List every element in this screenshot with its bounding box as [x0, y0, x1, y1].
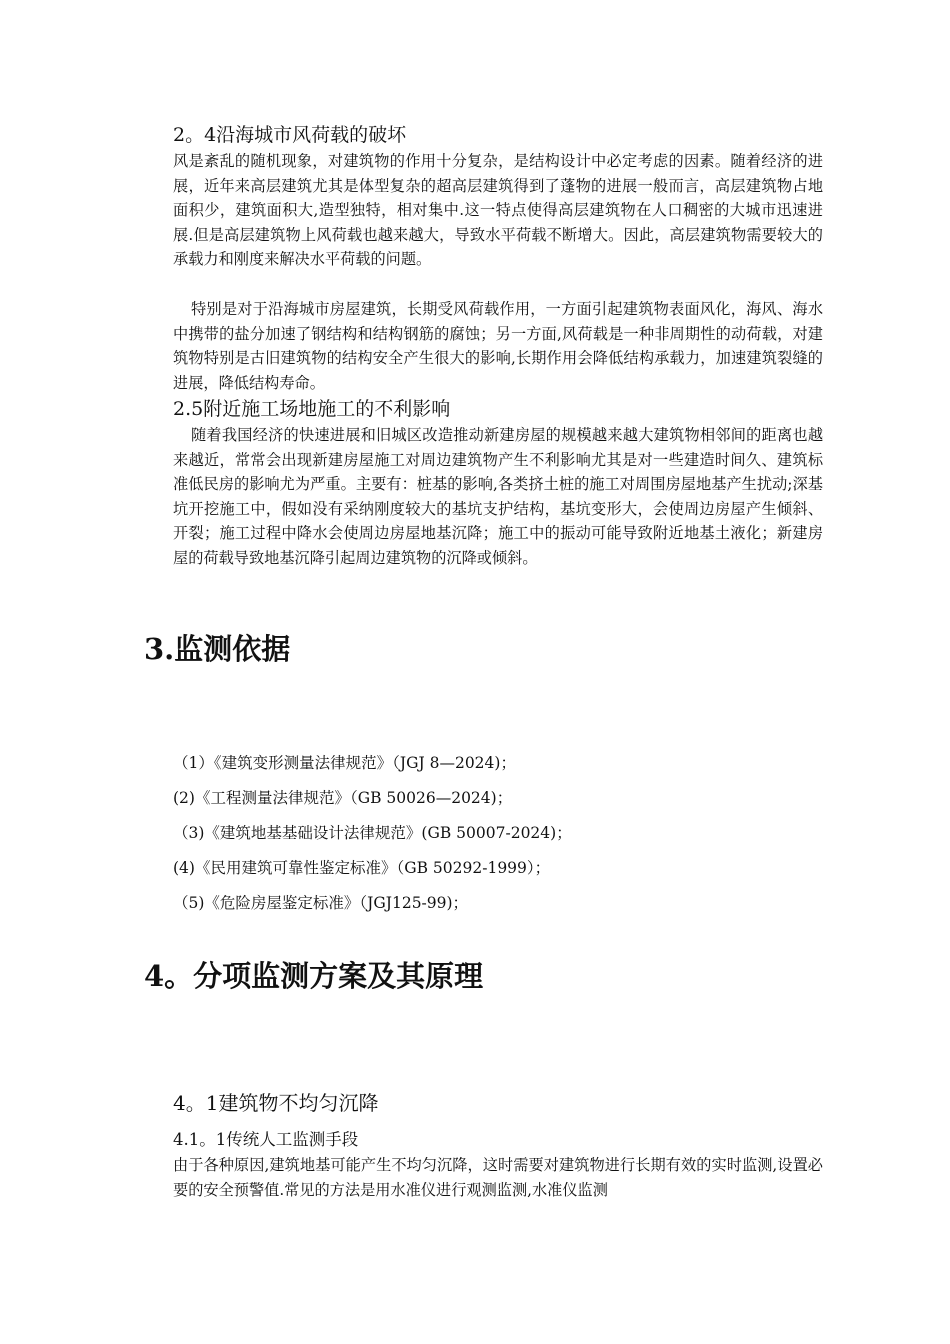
reference-item: （5)《危险房屋鉴定标准》（JGJ125-99)；	[173, 894, 469, 912]
section-4-heading: 4。分项监测方案及其原理	[144, 959, 484, 993]
section-2-5-heading: 2.5附近施工场地施工的不利影响	[173, 398, 451, 420]
section-4-1-1-paragraph-1: 由于各种原因,建筑地基可能产生不均匀沉降，这时需要对建筑物进行长期有效的实时监测,设置必要的安全预警值.常见的方法是用水准仪进行观测监测,水准仪监测	[173, 1156, 823, 1199]
section-4-1-heading: 4。1建筑物不均匀沉降	[173, 1091, 379, 1115]
reference-item: （1）《建筑变形测量法律规范》（JGJ 8—2024)；	[173, 754, 516, 772]
section-2-5-paragraph-1: 随着我国经济的快速进展和旧城区改造推动新建房屋的规模越来越大建筑物相邻间的距离也越来越近，常常会出现新建房屋施工对周边建筑物产生不利影响尤其是对一些建造时间久、建筑标准低民房的影响尤为严重。主要有：桩基的影响,各类挤土桩的施工对周围房屋地基产生扰动;深基坑开挖施工中，假如没有采纳刚度较大的基坑支护结构，基坑变形大，会使周边房屋产生倾斜、开裂；施工过程中降水会使周边房屋地基沉降；施工中的振动可能导致附近地基土液化；新建房屋的荷载导致地基沉降引起周边建筑物的沉降或倾斜。	[173, 426, 823, 567]
section-2-4-heading: 2。4沿海城市风荷载的破坏	[173, 124, 407, 146]
reference-item: （3)《建筑地基基础设计法律规范》(GB 50007-2024)；	[173, 824, 572, 842]
section-2-4-paragraph-1: 风是紊乱的随机现象，对建筑物的作用十分复杂，是结构设计中必定考虑的因素。随着经济的进展，近年来高层建筑尤其是体型复杂的超高层建筑得到了蓬物的进展一般而言，高层建筑物占地面积少，建筑面积大,造型独特，相对集中.这一特点使得高层建筑物在人口稠密的大城市迅速进展.但是高层建筑物上风荷载也越来越大，导致水平荷载不断增大。因此，高层建筑物需要较大的承载力和刚度来解决水平荷载的问题。	[173, 152, 823, 269]
section-3-heading: 3.监测依据	[144, 632, 291, 666]
reference-item: (4)《民用建筑可靠性鉴定标准》（GB 50292-1999）；	[173, 859, 551, 877]
section-4-1-1-heading: 4.1。1传统人工监测手段	[173, 1130, 359, 1149]
reference-item: (2)《工程测量法律规范》（GB 50026—2024)；	[173, 789, 513, 807]
section-2-4-paragraph-2: 特别是对于沿海城市房屋建筑，长期受风荷载作用，一方面引起建筑物表面风化，海风、海水中携带的盐分加速了钢结构和结构钢筋的腐蚀；另一方面,风荷载是一种非周期性的动荷载，对建筑物特别是古旧建筑物的结构安全产生很大的影响,长期作用会降低结构承载力，加速建筑裂缝的进展，降低结构寿命。	[173, 300, 823, 392]
